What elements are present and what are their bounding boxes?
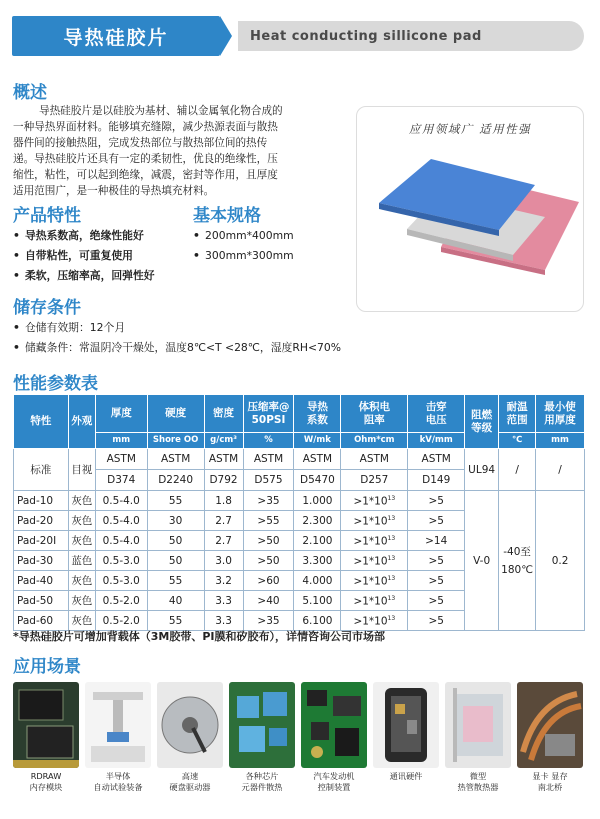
row-hardness: 55 xyxy=(147,611,204,631)
unit-min-thickness: mm xyxy=(536,433,585,449)
row-resistivity: $>1*10^{13}$ xyxy=(341,511,408,531)
row-resistivity: $>1*10^{13}$ xyxy=(341,591,408,611)
row-name: Pad-20I xyxy=(14,531,69,551)
unit-density: g/cm³ xyxy=(204,433,243,449)
table-note: *导热硅胶片可增加背载体（3M胶带、PI膜和矽胶布），详情咨询公司市场部 xyxy=(13,630,386,643)
specs-list xyxy=(193,226,294,266)
row-density: 3.3 xyxy=(204,611,243,631)
standard-code: D374 xyxy=(95,470,147,491)
col-header-flame: 阻燃 等级 xyxy=(465,395,499,449)
features-list xyxy=(13,226,155,286)
flame-rating: V-0 xyxy=(465,491,499,631)
feature-item: • 柔软，压缩率高，回弹性好 xyxy=(13,266,155,286)
row-name: Pad-10 xyxy=(14,491,69,511)
row-name: Pad-60 xyxy=(14,611,69,631)
temp-range-high: 180℃ xyxy=(501,563,534,576)
chip-components-image xyxy=(229,682,295,768)
header-arrow xyxy=(220,16,232,56)
row-look: 灰色 xyxy=(68,491,95,511)
row-hardness: 50 xyxy=(147,531,204,551)
row-thickness: 0.5-2.0 xyxy=(95,611,147,631)
app-tile xyxy=(373,682,439,802)
row-compression: >60 xyxy=(243,571,294,591)
engine-controller-image xyxy=(301,682,367,768)
col-header-temp: 耐温 范围 xyxy=(499,395,536,433)
row-compression: >40 xyxy=(243,591,294,611)
res-exponent: 13 xyxy=(387,535,396,543)
col-header-property: 特性 xyxy=(14,395,69,449)
unit-compression: % xyxy=(243,433,294,449)
row-conductivity: 2.100 xyxy=(294,531,341,551)
header-title-en: Heat conducting sillicone pad xyxy=(238,21,584,51)
app-tile xyxy=(13,682,79,802)
app-label: 半导体 自动试验装备 xyxy=(93,771,143,792)
storage-heading: 储存条件 xyxy=(13,298,81,318)
overview-heading: 概述 xyxy=(13,83,47,103)
row-density: 1.8 xyxy=(204,491,243,511)
col-header-thickness: 厚度 xyxy=(95,395,147,433)
unit-conductivity: W/mk xyxy=(294,433,341,449)
app-tile xyxy=(157,682,223,802)
row-density: 2.7 xyxy=(204,531,243,551)
col-header-density: 密度 xyxy=(204,395,243,433)
app-tile xyxy=(85,682,151,802)
hard-disk-image xyxy=(157,682,223,768)
row-name: Pad-30 xyxy=(14,551,69,571)
unit-hardness: Shore OO xyxy=(147,433,204,449)
row-hardness: 50 xyxy=(147,551,204,571)
row-resistivity: $>1*10^{13}$ xyxy=(341,491,408,511)
standard-look: 目视 xyxy=(68,449,95,491)
product-caption: 应用领域广 适用性强 xyxy=(408,122,532,136)
row-compression: >50 xyxy=(243,551,294,571)
spec-item: • 300mm*300mm xyxy=(193,246,294,266)
overview-line: 适用范围广，是一种极佳的导热填充材料。 xyxy=(13,185,215,197)
row-resistivity: $>1*10^{13}$ xyxy=(341,611,408,631)
row-hardness: 40 xyxy=(147,591,204,611)
row-compression: >35 xyxy=(243,611,294,631)
row-look: 灰色 xyxy=(68,571,95,591)
unit-breakdown: kV/mm xyxy=(408,433,465,449)
res-exponent: 13 xyxy=(387,515,396,523)
test-equipment-image xyxy=(85,682,151,768)
row-name: Pad-40 xyxy=(14,571,69,591)
temp-range-low: -40至 xyxy=(503,545,531,558)
app-label: 显卡 显存 南北桥 xyxy=(532,771,568,792)
applications-grid xyxy=(13,682,585,802)
row-look: 灰色 xyxy=(68,511,95,531)
row-compression: >55 xyxy=(243,511,294,531)
app-label: 通讯硬件 xyxy=(389,771,423,781)
silicone-pads-illustration xyxy=(357,107,584,312)
row-hardness: 55 xyxy=(147,491,204,511)
row-conductivity: 3.300 xyxy=(294,551,341,571)
standard-code: D2240 xyxy=(147,470,204,491)
row-compression: >35 xyxy=(243,491,294,511)
standard-code: D575 xyxy=(243,470,294,491)
storage-item: • 储藏条件：常温阴冷干燥处，温度8℃<T <28℃，湿度RH<70% xyxy=(13,338,341,358)
row-conductivity: 1.000 xyxy=(294,491,341,511)
storage-list xyxy=(13,318,341,358)
temp-range xyxy=(499,491,536,631)
app-tile xyxy=(301,682,367,802)
row-breakdown: >5 xyxy=(408,491,465,511)
row-thickness: 0.5-3.0 xyxy=(95,571,147,591)
row-conductivity: 2.300 xyxy=(294,511,341,531)
astm-cell: ASTM xyxy=(294,449,341,470)
table-heading: 性能参数表 xyxy=(13,374,98,394)
res-exponent: 13 xyxy=(387,555,396,563)
astm-cell: ASTM xyxy=(243,449,294,470)
overview-line: 缩性，粘性，可以起到绝缘，减震，密封等作用，且厚度 xyxy=(13,169,278,181)
app-label: 高速 硬盘驱动器 xyxy=(169,771,211,792)
row-name: Pad-50 xyxy=(14,591,69,611)
overview-line: 递。导热硅胶片还具有一定的柔韧性，优良的绝缘性，压 xyxy=(13,153,278,165)
row-hardness: 55 xyxy=(147,571,204,591)
row-thickness: 0.5-3.0 xyxy=(95,551,147,571)
row-hardness: 30 xyxy=(147,511,204,531)
astm-cell: ASTM xyxy=(95,449,147,470)
row-density: 3.2 xyxy=(204,571,243,591)
overview-text xyxy=(13,103,353,199)
overview-line: 导热硅胶片是以硅胶为基材、辅以金属氧化物合成的 xyxy=(39,105,283,117)
row-breakdown: >5 xyxy=(408,591,465,611)
standard-code: D792 xyxy=(204,470,243,491)
standard-code: D149 xyxy=(408,470,465,491)
row-thickness: 0.5-4.0 xyxy=(95,511,147,531)
standard-code: D257 xyxy=(341,470,408,491)
applications-heading: 应用场景 xyxy=(13,657,81,677)
app-label: 汽车发动机 控制装置 xyxy=(313,771,355,792)
unit-resistivity: Ohm*cm xyxy=(341,433,408,449)
communication-hardware-image xyxy=(373,682,439,768)
properties-table xyxy=(13,394,585,631)
row-breakdown: >5 xyxy=(408,611,465,631)
row-breakdown: >5 xyxy=(408,511,465,531)
row-density: 2.7 xyxy=(204,511,243,531)
col-header-look: 外观 xyxy=(68,395,95,449)
row-density: 3.3 xyxy=(204,591,243,611)
min-thickness: 0.2 xyxy=(536,491,585,631)
standard-code: D5470 xyxy=(294,470,341,491)
col-header-compression: 压缩率@ 50PSI xyxy=(243,395,294,433)
row-thickness: 0.5-4.0 xyxy=(95,491,147,511)
storage-item: • 仓储有效期：12个月 xyxy=(13,318,341,338)
row-compression: >50 xyxy=(243,531,294,551)
standard-temp: / xyxy=(499,449,536,491)
col-header-breakdown: 击穿 电压 xyxy=(408,395,465,433)
overview-line: 器件间的接触热阻，完成发热部位与散热部位间的热传 xyxy=(13,137,268,149)
product-image xyxy=(356,106,584,312)
res-exponent: 13 xyxy=(387,495,396,503)
row-look: 灰色 xyxy=(68,531,95,551)
col-header-min-thickness: 最小使 用厚度 xyxy=(536,395,585,433)
standard-min-thickness: / xyxy=(536,449,585,491)
astm-cell: ASTM xyxy=(204,449,243,470)
res-exponent: 13 xyxy=(387,575,396,583)
row-conductivity: 5.100 xyxy=(294,591,341,611)
graphics-card-image xyxy=(517,682,583,768)
app-label: RDRAW 内存模块 xyxy=(29,771,63,792)
row-thickness: 0.5-4.0 xyxy=(95,531,147,551)
app-tile xyxy=(229,682,295,802)
header-title-cn: 导热硅胶片 xyxy=(12,16,220,56)
heat-pipe-image xyxy=(445,682,511,768)
row-breakdown: >5 xyxy=(408,551,465,571)
res-exponent: 13 xyxy=(387,595,396,603)
memory-module-image xyxy=(13,682,79,768)
features-heading: 产品特性 xyxy=(13,206,81,226)
astm-cell: ASTM xyxy=(408,449,465,470)
astm-cell: ASTM xyxy=(147,449,204,470)
row-density: 3.0 xyxy=(204,551,243,571)
row-look: 蓝色 xyxy=(68,551,95,571)
res-exponent: 13 xyxy=(387,615,396,623)
row-resistivity: $>1*10^{13}$ xyxy=(341,531,408,551)
row-look: 灰色 xyxy=(68,611,95,631)
astm-cell: ASTM xyxy=(341,449,408,470)
row-thickness: 0.5-2.0 xyxy=(95,591,147,611)
col-header-hardness: 硬度 xyxy=(147,395,204,433)
row-breakdown: >5 xyxy=(408,571,465,591)
header-banner xyxy=(12,16,584,56)
row-look: 灰色 xyxy=(68,591,95,611)
app-tile xyxy=(445,682,511,802)
row-resistivity: $>1*10^{13}$ xyxy=(341,571,408,591)
row-breakdown: >14 xyxy=(408,531,465,551)
app-tile xyxy=(517,682,583,802)
feature-item: • 导热系数高，绝缘性能好 xyxy=(13,226,155,246)
standard-label: 标准 xyxy=(14,449,69,491)
col-header-resistivity: 体积电 阻率 xyxy=(341,395,408,433)
unit-temp: ℃ xyxy=(499,433,536,449)
overview-line: 一种导热界面材料。能够填充缝隙，减少热源表面与散热 xyxy=(13,121,278,133)
app-label: 微型 热管散热器 xyxy=(457,771,499,792)
feature-item: • 自带粘性，可重复使用 xyxy=(13,246,155,266)
col-header-conductivity: 导热 系数 xyxy=(294,395,341,433)
unit-thickness: mm xyxy=(95,433,147,449)
row-conductivity: 6.100 xyxy=(294,611,341,631)
row-conductivity: 4.000 xyxy=(294,571,341,591)
specs-heading: 基本规格 xyxy=(193,206,261,226)
row-name: Pad-20 xyxy=(14,511,69,531)
row-resistivity: $>1*10^{13}$ xyxy=(341,551,408,571)
standard-flame: UL94 xyxy=(465,449,499,491)
app-label: 各种芯片 元器件散热 xyxy=(241,771,283,792)
spec-item: • 200mm*400mm xyxy=(193,226,294,246)
